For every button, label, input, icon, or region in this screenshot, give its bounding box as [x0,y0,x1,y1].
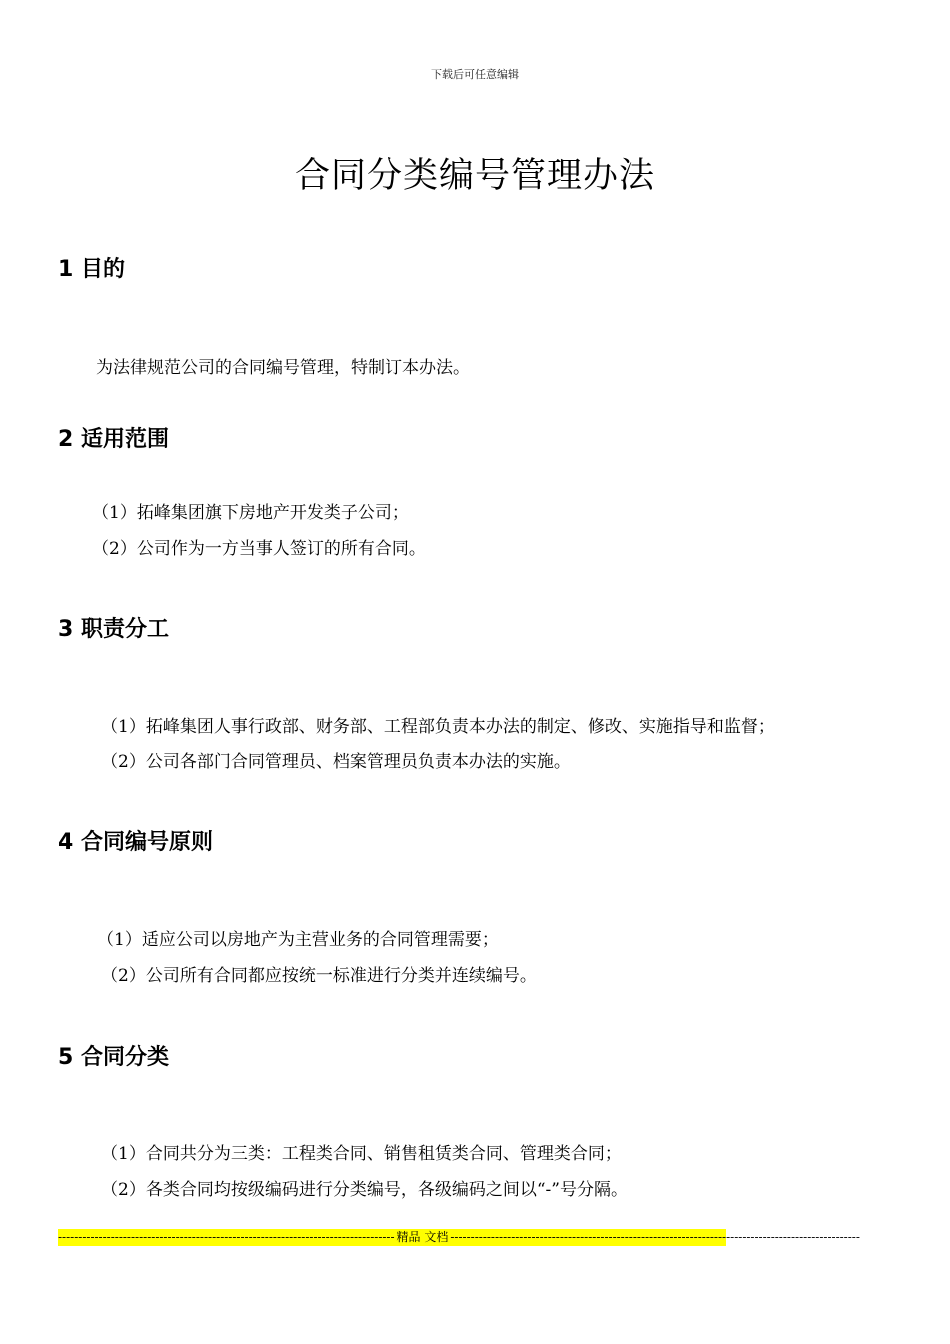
section-purpose-paragraph: 为法律规范公司的合同编号管理，特制订本办法。 [96,358,470,378]
section-scope-item-2: （2）公司作为一方当事人签订的所有合同。 [92,539,426,559]
document-title: 合同分类编号管理办法 [294,156,655,196]
section-heading-responsibilities: 3 职责分工 [58,617,169,642]
footer-watermark-bar [58,1229,860,1246]
section-heading-scope: 2 适用范围 [58,427,169,452]
footer-right-dashes: ----------------------------------------------------------------------------------------------------- [450,1230,860,1244]
section-scope-item-1: （1）拓峰集团旗下房地产开发类子公司； [92,503,409,523]
section-principles-item-1: （1）适应公司以房地产为主营业务的合同管理需要； [97,930,499,950]
header-note: 下载后可任意编辑 [431,68,519,81]
footer-left-dashes: ----------------------------------------------------------------------------------- [58,1230,395,1244]
section-responsibilities-item-2: （2）公司各部门合同管理员、档案管理员负责本办法的实施。 [101,752,571,772]
footer-label: 精品 文档 [396,1230,449,1244]
section-classification-item-1: （1）合同共分为三类：工程类合同、销售租赁类合同、管理类合同； [101,1144,622,1164]
section-heading-purpose: 1 目的 [58,257,125,282]
section-principles-item-2: （2）公司所有合同都应按统一标准进行分类并连续编号。 [101,966,537,986]
section-heading-numbering-principles: 4 合同编号原则 [58,830,213,855]
section-responsibilities-item-1: （1）拓峰集团人事行政部、财务部、工程部负责本办法的制定、修改、实施指导和监督； [101,717,775,737]
section-classification-item-2: （2）各类合同均按级编码进行分类编号，各级编码之间以“-”号分隔。 [101,1180,628,1200]
section-heading-classification: 5 合同分类 [58,1045,169,1070]
